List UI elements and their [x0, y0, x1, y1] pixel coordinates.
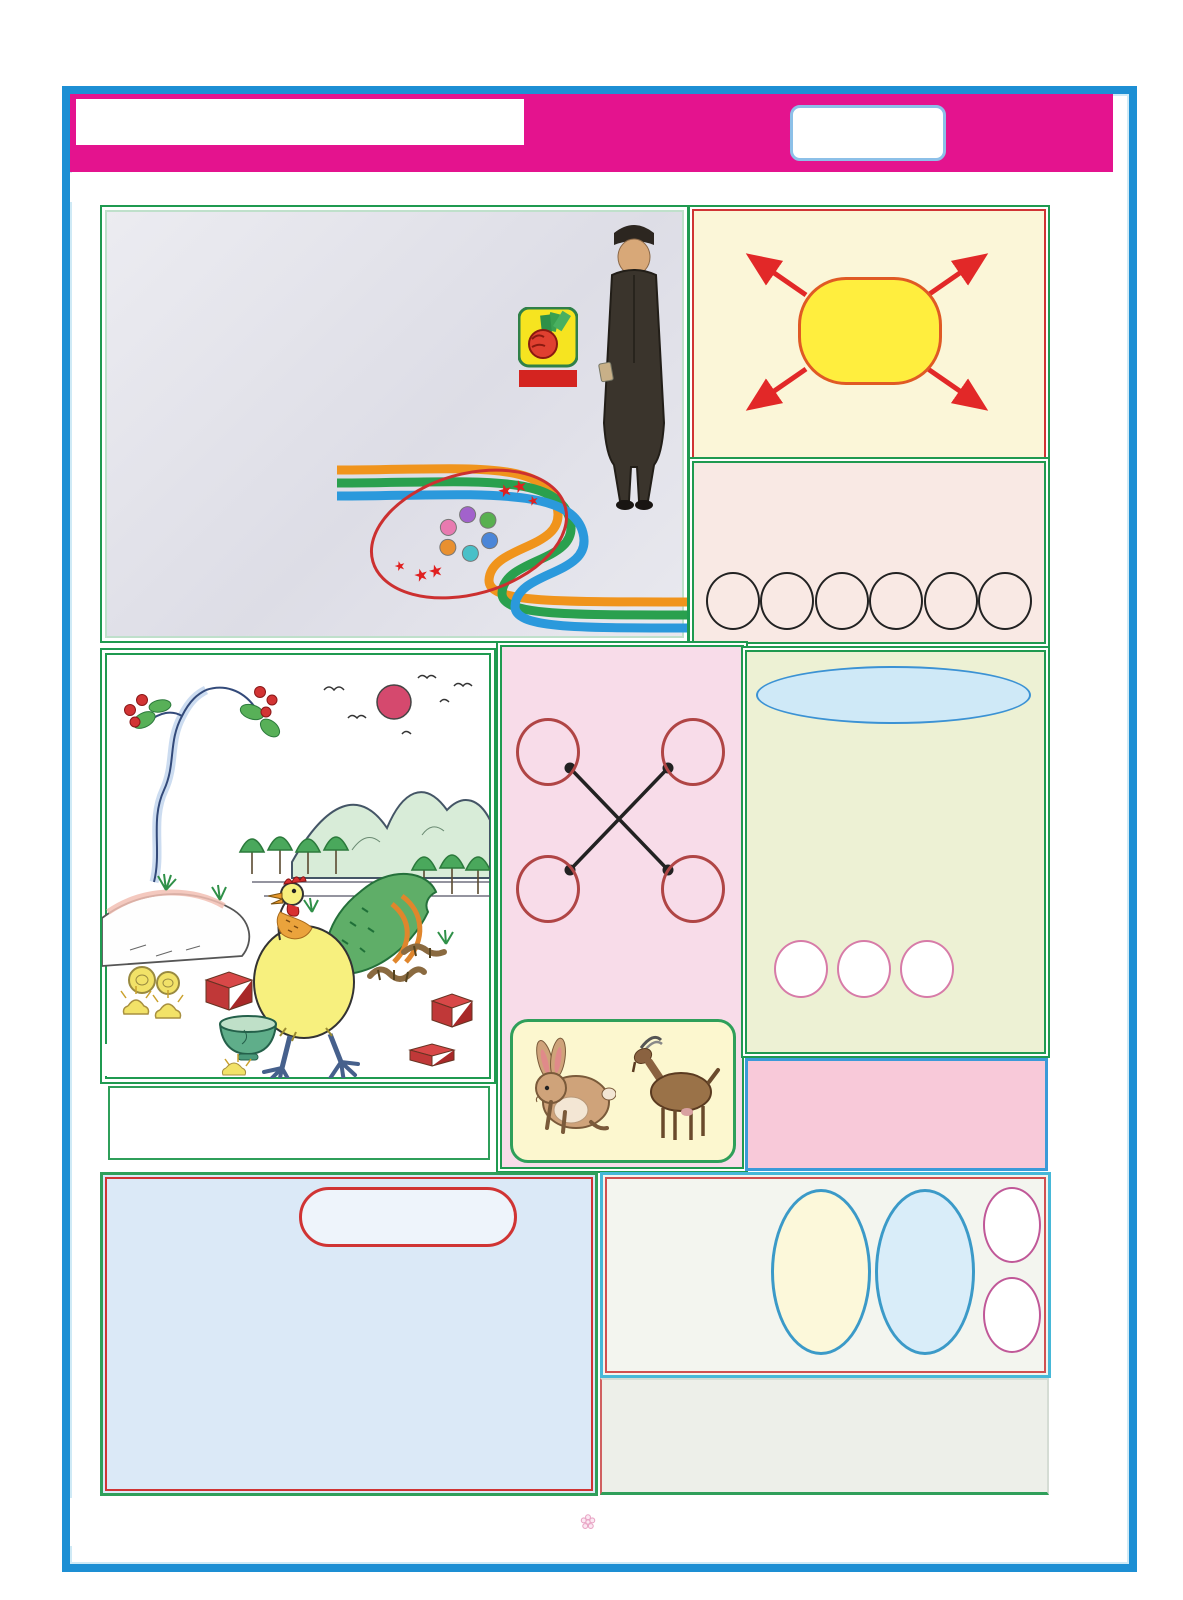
bottom-notice	[70, 1498, 1113, 1546]
express-pill-title	[299, 1187, 517, 1247]
combo-x-diagram	[502, 702, 742, 927]
number-ball	[978, 572, 1032, 630]
number-ball	[869, 572, 923, 630]
rooster-illustration	[102, 650, 490, 1078]
svg-text:★★: ★★	[411, 559, 447, 588]
combo-number	[661, 718, 725, 786]
sum-capsule	[798, 277, 942, 385]
offer-number	[837, 940, 891, 998]
masthead-header	[70, 94, 1113, 172]
man-photo	[584, 213, 684, 513]
rabbit-icon	[521, 1036, 616, 1144]
combo-number	[516, 855, 580, 923]
svg-text:★★: ★★	[495, 475, 531, 504]
special-number	[983, 1187, 1041, 1263]
special-code-panel	[600, 1172, 1051, 1378]
marksix-right-strip	[1052, 202, 1076, 1494]
winning-tips-panel	[745, 1058, 1048, 1171]
special-number	[983, 1277, 1041, 1353]
picture-caption	[108, 1086, 490, 1160]
express-panel	[100, 1172, 598, 1496]
offer-row	[765, 940, 954, 998]
bai-title	[756, 666, 1031, 724]
zodiac-animals-box	[510, 1019, 736, 1163]
rooster-picture-panel	[100, 648, 496, 1084]
combo-number	[661, 855, 725, 923]
number-ball	[760, 572, 814, 630]
offer-number	[774, 940, 828, 998]
blank-lower-box	[600, 1378, 1049, 1495]
odd-number-oval	[875, 1189, 975, 1355]
flower-icon	[580, 1514, 596, 1530]
lady-bai-panel	[745, 650, 1046, 1054]
lady-tsang-panel	[692, 209, 1046, 460]
jockey-club-badge	[790, 105, 946, 161]
poster-panel	[100, 205, 689, 643]
number-ball	[706, 572, 760, 630]
lucky-combo-panel	[500, 645, 744, 1169]
small-number-oval	[771, 1189, 871, 1355]
marksix-top-strip	[70, 173, 1113, 202]
number-ball	[815, 572, 869, 630]
flower-border-column	[63, 202, 81, 1494]
svg-text:★: ★	[525, 492, 542, 511]
combo-number	[516, 718, 580, 786]
best-combo-numbers	[706, 572, 1032, 630]
money-fist-logo-icon	[518, 307, 578, 389]
number-ball	[924, 572, 978, 630]
offer-number	[900, 940, 954, 998]
blanked-masthead-box	[76, 99, 524, 145]
svg-text:★: ★	[392, 557, 408, 576]
company-stamp-icon	[352, 442, 587, 627]
rich-overnight-panel	[692, 461, 1046, 644]
marksix-left-strip	[80, 202, 100, 1494]
goat-icon	[625, 1030, 725, 1148]
